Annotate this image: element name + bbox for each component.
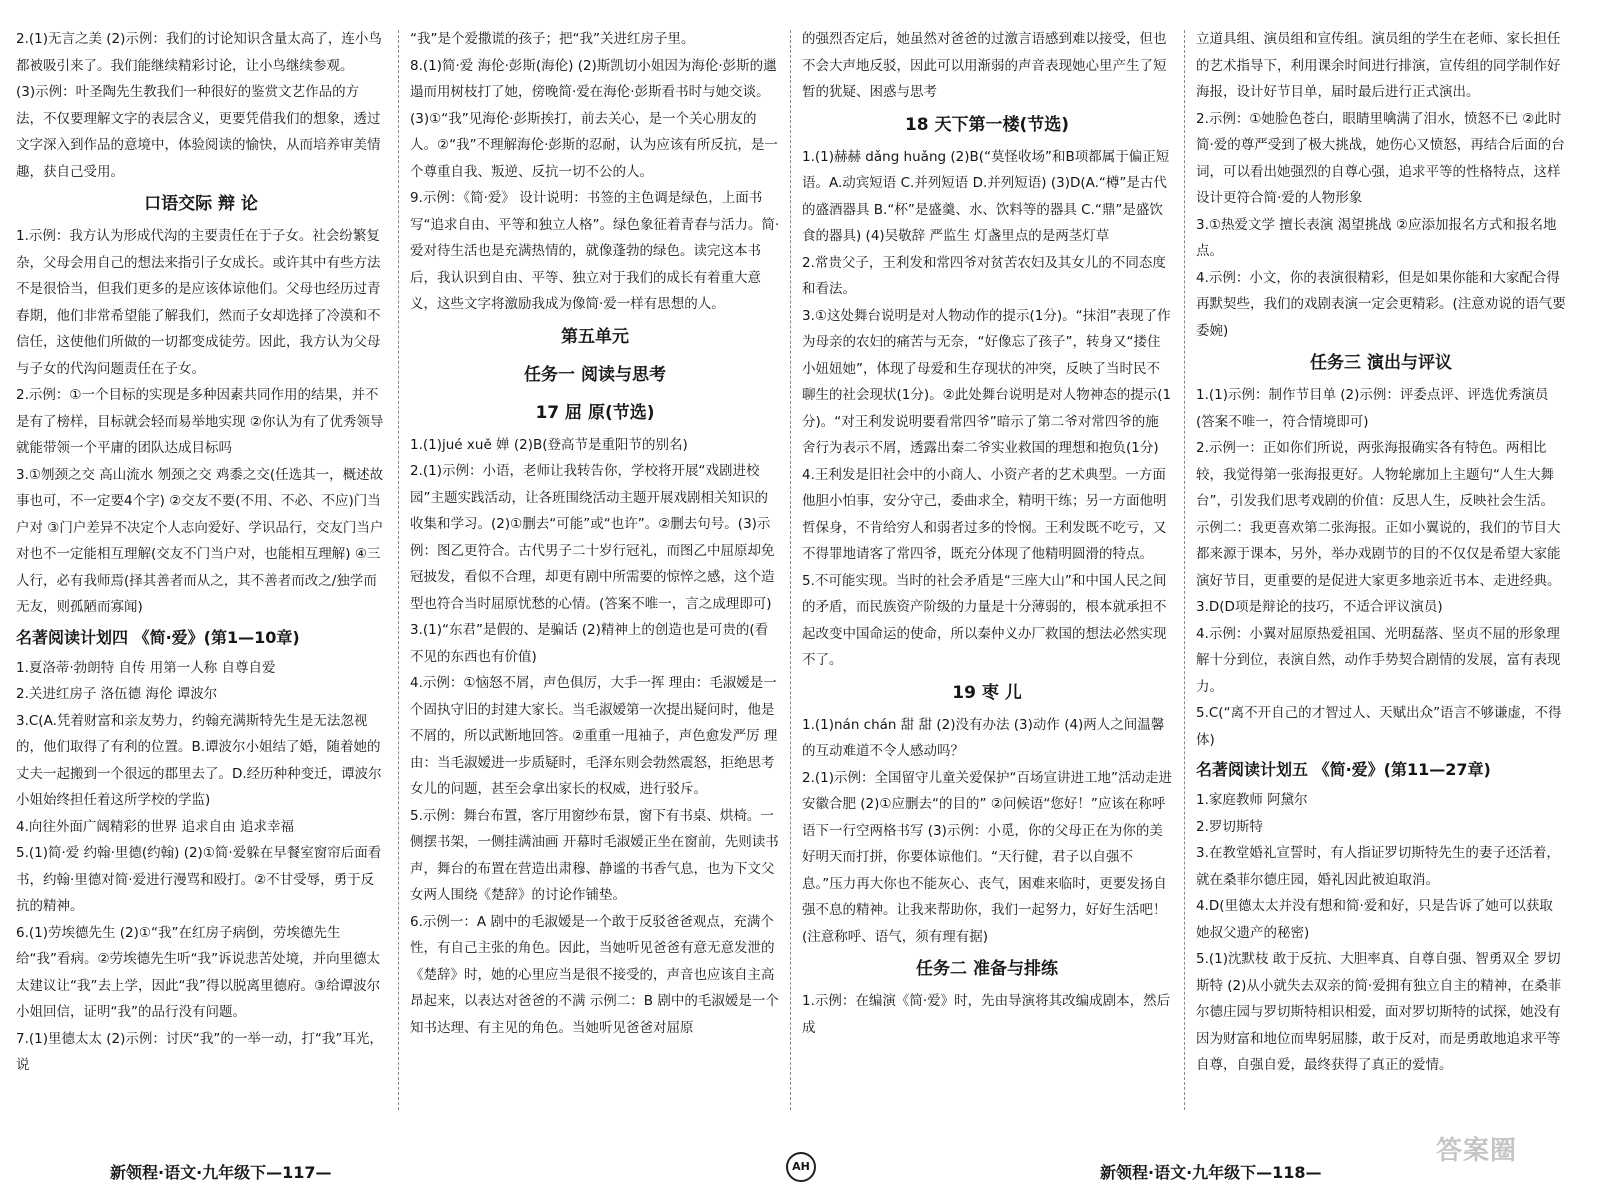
section-heading: 第五单元 (561, 326, 629, 347)
section-heading: 名著阅读计划四 《简·爱》(第1—10章) (16, 627, 300, 647)
answer-paragraph: 1.(1)示例：制作节目单 (2)示例：评委点评、评选优秀演员(答案不唯一，符合情境即可) (1196, 387, 1549, 430)
answer-paragraph: 5.(1)简·爱 约翰·里德(约翰) (2)①简·爱躲在早餐室窗帘后面看书，约翰·里德对简·爱进行漫骂和殴打。②不甘受辱，勇于反抗的精神。 (16, 845, 382, 914)
answer-paragraph: 1.家庭教师 阿黛尔 (1196, 792, 1308, 808)
section-heading: 17 屈 原(节选) (535, 402, 655, 423)
watermark: 答案圈 (1436, 1136, 1518, 1166)
answer-paragraph: 3.(1)“东君”是假的、是骗话 (2)精神上的创造也是可贵的(看不见的东西也有价值) (410, 622, 769, 665)
answer-paragraph: 1.(1)nán chán 甜 甜 (2)没有办法 (3)动作 (4)两人之间温馨的互动难道不令人感动吗？ (802, 716, 1165, 759)
answer-paragraph: 2.关进红房子 洛伍德 海伦 谭波尔 (16, 686, 218, 702)
answer-paragraph: 4.示例：小翼对屈原热爱祖国、光明磊落、坚贞不屈的形象理解十分到位，表演自然，动作手势契合剧情的发展，富有表现力。 (1196, 625, 1561, 695)
answer-paragraph: 2.(1)示例：小语，老师让我转告你，学校将开展“戏剧进校园”主题实践活动，让各班围绕活动主题开展戏剧相关知识的收集和学习。(2)①删去“可能”或“也许”。②删去句号。(3)示例：图乙更符合。古代男子二十岁行冠礼，而图乙中屈原却免冠披发，看似不合理，却更有剧中所需要的惊悴之感，这个造型也符合当时屈原忧愁的心情。(答案不唯一，言之成理即可) (410, 463, 775, 612)
answer-paragraph: 4.D(里德太太并没有想和简·爱和好，只是告诉了她可以获取她叔父遗产的秘密) (1196, 898, 1553, 941)
section-heading: 名著阅读计划五 《简·爱》(第11—27章) (1196, 760, 1491, 779)
section-heading: 任务二 准备与排练 (916, 959, 1058, 979)
section-heading: 任务一 阅读与思考 (524, 364, 666, 385)
answer-paragraph: 7.(1)里德太太 (2)示例：讨厌“我”的一举一动，打“我”耳光，说 (16, 1030, 383, 1073)
answer-paragraph: 5.示例：舞台布置，客厅用窗纱布景，窗下有书桌、烘椅。一侧摆书架，一侧挂满油画 开幕时毛淑嫒正坐在窗前，先则读书声，舞台的布置在营造出肃穆、静谧的书香气息，也为下文父女两人围绕《楚辞》的讨论作铺垫。 (410, 807, 779, 903)
answer-paragraph: 2.常贵父子，王利发和常四爷对贫苦农妇及其女儿的不同态度和看法。 (802, 254, 1166, 297)
answer-paragraph: 1.示例：在编演《简·爱》时，先由导演将其改编成剧本，然后成 (802, 993, 1171, 1036)
answer-paragraph: 2.罗切斯特 (1196, 818, 1263, 835)
answer-paragraph: 6.示例一：A 剧中的毛淑嫒是一个敢于反驳爸爸观点，充满个性，有自己主张的角色。因此，当她听见爸爸有意无意发泄的《楚辞》时，她的心里应当是很不接受的，声音也应该自主高昂起来，以表达对爸爸的不满 示例二：B 剧中的毛淑嫒是一个知书达理、有主见的角色。当她听见爸爸对屈原 (410, 913, 779, 1036)
answer-paragraph: 2.示例：①她脸色苍白，眼睛里噙满了泪水，愤怒不已 ②此时简·爱的尊严受到了极大挑战，她伤心又愤怒，再结合后面的台词，可以看出她强烈的自尊心强，追求平等的性格特点，这样设计更符合简·爱的人物形象 (1196, 110, 1565, 206)
answer-paragraph: 4.示例：小文，你的表演很精彩，但是如果你能和大家配合得再默契些，我们的戏剧表演一定会更精彩。(注意劝说的语气要委婉) (1196, 269, 1566, 339)
column-separator-1 (398, 30, 399, 1110)
footer-left-page-label: 新领程·语文·九年级下—117— (110, 1163, 332, 1182)
answer-column-1 (16, 26, 386, 1136)
answer-paragraph: 4.示例：①恼怒不屑，声色俱厉，大手一挥 理由：毛淑嫒是一个固执守旧的封建大家长。当毛淑嫒第一次提出疑问时，他是不屑的，所以武断地回答。②重重一甩袖子，声色愈发严厉 理由：当毛淑嫒进一步质疑时，毛泽东则会勃然震怒，拒绝思考女儿的问题，甚至会拿出家长的权威，进行驳斥。 (410, 675, 778, 797)
answer-paragraph: 1.(1)jué xuě 婵 (2)B(登高节是重阳节的别名) (410, 436, 688, 453)
answer-paragraph: 3.①刎颈之交 高山流水 刎颈之交 鸡黍之交(任选其一，概述故事也可，不一定要4个字) ②交友不要(不用、不必、不应)门当户对 ③门户差异不决定个人志向爱好、学识品行，交友门当户对也不一定能相互理解(交友不门当户对，也能相互理解) ④三人行，必有我师焉(择其善者而从之，其不善者而改之/独学而无友，则孤陋而寡闻) (16, 466, 384, 615)
answer-paragraph: 3.①热爱文学 擅长表演 渴望挑战 ②应添加报名方式和报名地点。 (1196, 216, 1557, 259)
section-heading: 口语交际 辩 论 (144, 194, 258, 214)
answer-paragraph: “我”是个爱撒谎的孩子；把“我”关进红房子里。 (410, 31, 695, 47)
answer-column-3 (802, 26, 1172, 1136)
answer-paragraph: 6.(1)劳埃德先生 (2)①“我”在红房子病倒，劳埃德先生给“我”看病。②劳埃德先生听“我”诉说悲苦处境，并向里德太太建议让“我”去上学，因此“我”得以脱离里德府。③给谭波尔小姐回信，证明“我”的品行没有问题。 (16, 924, 381, 1020)
answer-paragraph: 4.王利发是旧社会中的小商人、小资产者的艺术典型。一方面他胆小怕事，安分守己，委曲求全，精明干练；另一方面他明哲保身，不肯给穷人和弱者过多的怜悯。王利发既不吃亏，又不得罪地请客了常四爷，既充分体现了他精明圆滑的特点。 (802, 466, 1167, 562)
footer-right-page-label: 新领程·语文·九年级下—118— (1100, 1163, 1322, 1182)
answer-paragraph: 1.示例：我方认为形成代沟的主要责任在于子女。社会纷繁复杂，父母会用自己的想法来指引子女成长。或许其中有些方法不是很恰当，但我们更多的是应该体谅他们。父母也经历过青春期，他们非常希望能了解我们，然而子女却选择了冷漠和不信任，这使他们所做的一切都变成徒劳。因此，我方认为父母与子女的代沟问题责任在子女。 (16, 228, 381, 377)
section-heading: 19 枣 儿 (952, 682, 1022, 703)
answer-paragraph: 1.(1)赫赫 dǎng huǎng (2)B(“莫怪收场”和B项都属于偏正短语。A.动宾短语 C.并列短语 D.并列短语) (3)D(A.“樽”是古代的盛酒器具 B.“杯”是盛羹、水、饮料等的器具 C.“鼎”是盛饮食的器具) (4)吴敬辞 严监生 灯盏里点的是两茎灯草 (802, 148, 1170, 244)
answer-paragraph: 3.C(A.凭着财富和亲友势力，约翰充满斯特先生是无法忽视的，他们取得了有利的位置。B.谭波尔小姐结了婚，随着她的丈夫一起搬到一个很远的郡里去了。D.经历种种变迁，谭波尔小姐始终担任着这所学校的学监) (16, 712, 382, 808)
section-heading: 18 天下第一楼(节选) (904, 114, 1070, 135)
answer-column-2 (410, 26, 780, 1136)
column-separator-3 (1184, 30, 1185, 1110)
answer-paragraph: 5.C(“离不开自己的才智过人、天赋出众”语言不够谦虚，不得体) (1196, 705, 1562, 748)
answer-paragraph: 5.(1)沈默枝 敢于反抗、大胆率真、自尊自强、智勇双全 罗切斯特 (2)从小就失去双亲的简·爱拥有独立自主的精神，在桑菲尔德庄园与罗切斯特相识相爱，面对罗切斯特的试探，她没有因为财富和地位而卑躬屈膝，敢于反对，而是勇敢地追求平等自尊，自强自爱，最终获得了真正的爱情。 (1196, 951, 1562, 1073)
answer-paragraph: 2.(1)无言之美 (2)示例：我们的讨论知识含量太高了，连小鸟都被吸引来了。我们能继续精彩讨论，让小鸟继续参观。 (16, 31, 382, 74)
answer-paragraph: 的强烈否定后，她虽然对爸爸的过激言语感到难以接受，但也不会大声地反驳，因此可以用渐弱的声音表现她心里产生了短暂的犹疑、困惑与思考 (802, 31, 1167, 100)
answer-paragraph: 3.D(D项是辩论的技巧，不适合评议演员) (1196, 599, 1443, 615)
answer-column-4 (1196, 26, 1566, 1136)
section-heading: 任务三 演出与评议 (1310, 353, 1452, 373)
answer-paragraph: 立道具组、演员组和宣传组。演员组的学生在老师、家长担任的艺术指导下，利用课余时间进行排演，宣传组的同学制作好海报，设计好节目单，届时最后进行正式演出。 (1196, 31, 1561, 100)
answer-paragraph: 9.示例：《简·爱》 设计说明：书签的主色调是绿色，上面书写“追求自由、平等和独立人格”。绿色象征着青春与活力。简·爱对待生活也是充满热情的，就像蓬勃的绿色。读完这本书后，我认识到自由、平等、独立对于我们的成长有着重大意义，这些文字将激励我成为像简·爱一样有思想的人。 (410, 190, 780, 312)
answer-paragraph: 2.示例一：正如你们所说，两张海报确实各有特色。两相比较，我觉得第一张海报更好。人物轮廓加上主题句“人生大舞台”，引发我们思考戏剧的价值：反思人生，反映社会生活。示例二：我更喜欢第二张海报。正如小翼说的，我们的节目大都来源于课本，另外，举办戏剧节的目的不仅仅是希望大家能演好节目，更重要的是促进大家更多地亲近书本、走进经典。 (1196, 440, 1561, 589)
answer-paragraph: 1.夏洛蒂·勃朗特 自传 用第一人称 自尊自爱 (16, 659, 276, 676)
publisher-logo: AH (786, 1152, 816, 1182)
answer-paragraph: 4.向往外面广阔精彩的世界 追求自由 追求幸福 (16, 818, 294, 835)
answer-paragraph: (3)示例：叶圣陶先生教我们一种很好的鉴赏文艺作品的方法，不仅要理解文字的表层含义，更要凭借我们的想象，透过文字深入到作品的意境中，体验阅读的愉快，从而培养审美情趣，获自己受用。 (16, 84, 381, 180)
answer-paragraph: 3.在教堂婚礼宣誓时，有人指证罗切斯特先生的妻子还活着，就在桑菲尔德庄园，婚礼因此被迫取消。 (1196, 845, 1560, 888)
column-separator-2 (790, 30, 791, 1110)
answer-paragraph: 2.(1)示例：全国留守儿童关爱保护“百场宣讲进工地”活动走进安徽合肥 (2)①应删去“的目的” ②问候语“您好！”应该在称呼语下一行空两格书写 (3)示例：小觅，你的父母正在为你的美好明天而打拼，你要体谅他们。“天行健，君子以自强不息。”压力再大你也不能灰心、丧气，困难来临时，更要发扬自强不息的精神。让我来帮助你，我们一起努力，好好生活吧！(注意称呼、语气，须有理有据) (802, 769, 1172, 945)
answer-paragraph: 8.(1)简·爱 海伦·彭斯(海伦) (2)斯凯切小姐因为海伦·彭斯的邋遢而用树枝打了她，傍晚简·爱在海伦·彭斯看书时与她交谈。(3)①“我”见海伦·彭斯挨打，前去关心，是一个关心朋友的人。②“我”不理解海伦·彭斯的忍耐，认为应该有所反抗，是一个尊重自我、叛逆、反抗一切不公的人。 (410, 57, 778, 180)
answer-paragraph: 2.示例：①一个目标的实现是多种因素共同作用的结果，并不是有了榜样，目标就会轻而易举地实现 ②你认为有了优秀领导就能带领一个平庸的团队达成目标吗 (16, 387, 384, 456)
answer-paragraph: 5.不可能实现。当时的社会矛盾是“三座大山”和中国人民之间的矛盾，而民族资产阶级的力量是十分薄弱的，根本就承担不起改变中国命运的使命，所以秦仲义办厂救国的想法必然实现不了。 (802, 572, 1167, 668)
answer-paragraph: 3.①这处舞台说明是对人物动作的提示(1分)。“抹泪”表现了作为母亲的农妇的痛苦与无奈，“好像忘了孩子”，转身又“搂住小妞妞她”，体现了母爱和生存现状的冲突，反映了当时民不聊生的社会现状(1分)。②此处舞台说明是对人物神态的提示(1分)。“对王利发说明要看常四爷”暗示了第二爷对常四爷的施舍行为表示不屑，透露出秦二爷实业救国的理想和抱负(1分) (802, 307, 1172, 456)
